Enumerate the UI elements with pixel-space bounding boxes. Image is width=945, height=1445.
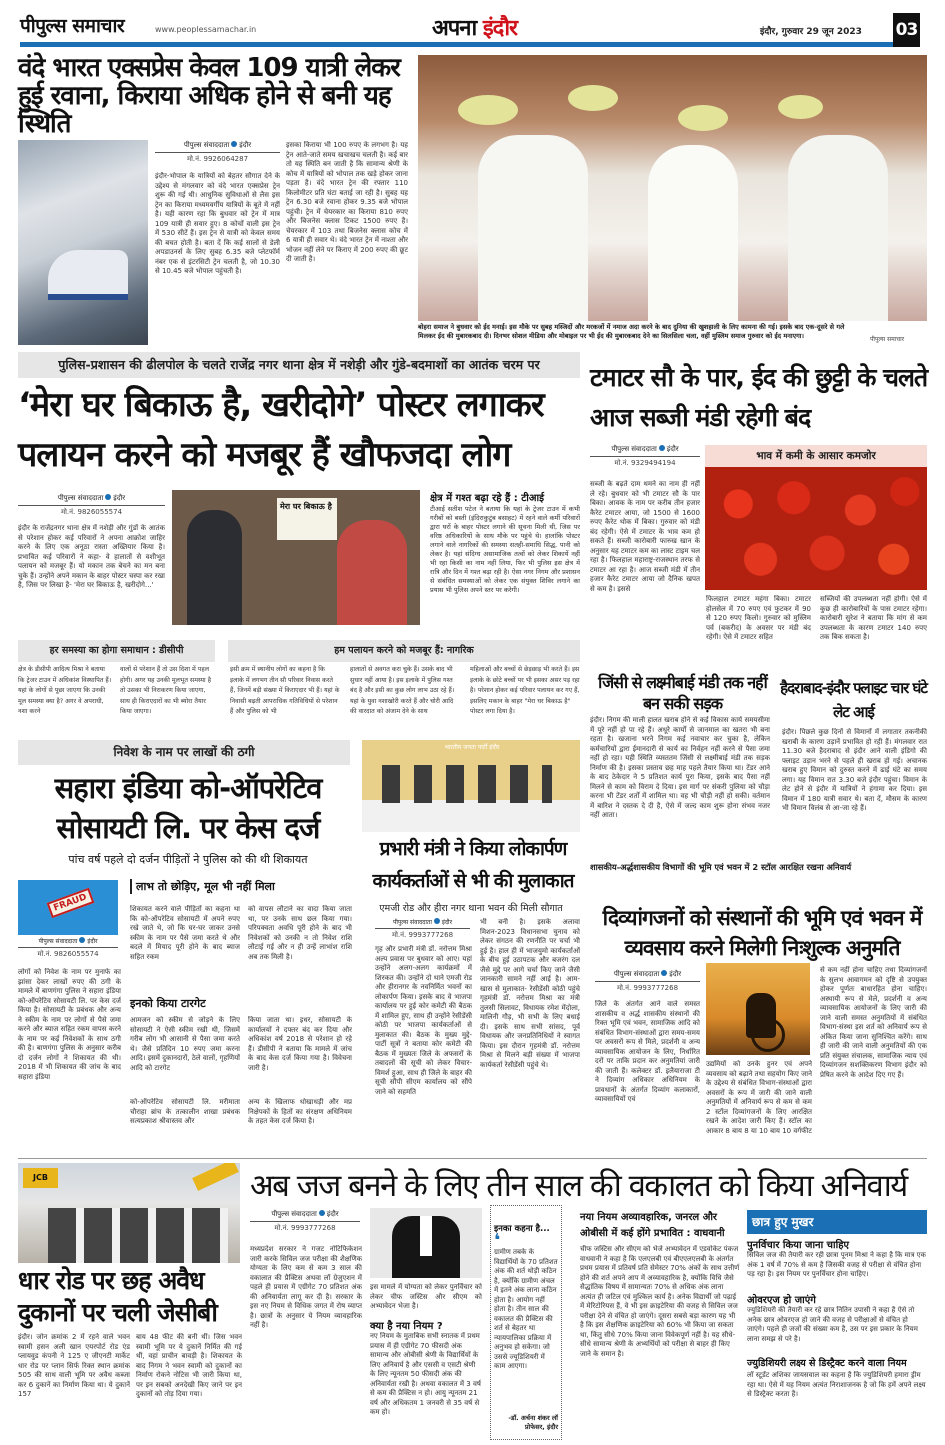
wadhwani-headline: नया नियम अव्यावहारिक, जनरल और ओबीसी में कई होंगे प्रभावित : वाधवानी bbox=[580, 1212, 725, 1239]
dhar-col1: इंदौर। जोन क्रमांक 2 में रहने वाले भवन स्वामी हसन अली खान एयरपोर्ट रोड एंड प्लायवुड कंपनी ने 125 ए जीएनटी मार्केट धार रोड पर प्लान सिर्फ रिक्त स्थान क्रमांक 505 की साथ वाली भूमि पर अवैध कब्जा कर 6 दुकानें का निर्माण किया था। ये दुकानें 157 bbox=[18, 1333, 130, 1398]
divyang-col1: जिले के अंतर्गत आने वाले समस्त शासकीय व अर्द्ध शासकीय संस्थानों की रिक्त भूमि एवं भवन, सामाजिक आदि को संबंधित विभाग-संस्थाओं द्वारा समय-समय पर अवसरों रूप से मिले, प्रदर्शनी व अन्य व्यावसायिक आयोजन के लिए, निर्धारित दरों पर ताकि प्रदान कर अनुमतियां जारी की जाती हैं। कलेक्टर डॉ. इलैयाराजा टी ने दिव्यांग अधिकार अधिनियम के प्रावधानों के अंतर्गत दिव्यांग कलाकारों, व्यावसायियों एवं bbox=[595, 1000, 700, 1103]
eid-photo-credit: पीपुल्स समाचार bbox=[870, 336, 905, 343]
train-body-col2: इसका किराया भी 100 रुपए के लगभग है। यह ट्रेन आते-जाते समय खचाखच चलती है। कई बार तो यह स्थिति बन जाती है कि सामान्य श्रेणी के कोच में यात्रियों को भोपाल तक खड़े होकर जाना पड़ता है। वंदे भारत ट्रेन की रफ्तार 110 किलोमीटर प्रति घंटा बताई जा रही है। सुबह यह ट्रेन 6.30 बजे रवाना होकर 9.35 बजे भोपाल पहुंची। ट्रेन में चेयरकार का किराया 810 रुपए और बिजनेस क्लास टिकट 1500 रुपए है। चेयरकार में 103 तथा बिजनेस क्लास कोच में 6 यात्री ही सवार थे। वंदे भारत ट्रेन में नाश्ता और भोजन नहीं लेने पर किराए में 200 रुपए की छूट दी जाती है। bbox=[286, 141, 408, 263]
byline bbox=[590, 445, 700, 457]
fraud-illustration bbox=[18, 880, 118, 935]
rajendra-kicker: पुलिस-प्रशासन की ढीलपोल के चलते राजेंद्र नगर थाना क्षेत्र में नशेड़ी और गुंडे-बदमाशों का आतंक चरम पर bbox=[18, 352, 580, 378]
quote-mark-icon: ❛ bbox=[494, 1230, 501, 1251]
tomato-col2: फिलहाल टमाटर महंगा बिका। टमाटर होलसेल में 70 रुपए एवं फुटकर में 90 से 120 रुपए किलो। गुरुवार को मुस्लिम पर्व (बकरीद) के अवसर पर मंडी बंद रहेगी। ऐसे में टमाटर सहित bbox=[706, 595, 811, 641]
byline bbox=[375, 918, 470, 929]
ti-body: टीआई सतीश पटेल ने बताया कि यहां के ट्रेजर टाउन में कभी गरीबों को बस्ती (इंदिराकुटुंब बसाहट) में रहने वाले कर्मी परिवारों द्वारा घरों के बाहर पोस्टर लगाने की सूचना मिली थी, जिस पर वरिष्ठ अधिकारियों के साथ मौके पर पहुंचे थे। हालांकि पोस्टर लगाने वाले नागरिकों की समस्या सतही-समाधि सिद्ध, पानी को लेकर है। यहां संदिग्ध असामाजिक तत्वों को लेकर शिकायें नहीं भी रहा किसी का नाम नहीं लिया, फिर भी पुलिस इस क्षेत्र में रात्रि और दिन में गश्त बढ़ा रही है। ऐसा नगर निगम और प्रशासन से संबंधित समस्याओं को लेकर एक संयुक्त शिविर लगाने का प्रयास भी पुलिस अपने स्तर पर करेगी। bbox=[430, 505, 580, 594]
rajendra-body: इंदौर के राजेंद्रनगर थाना क्षेत्र में नशेड़ी और गुंडों के आतंक से परेशान होकर कई परिवारों ने अपना आक्रोश जाहिर करने के लिए एक अनूठा रास्ता अख्तियार किया है। प्रभावित कई परिवारों ने कहा- वे हालातों से वशीभूत पलायन को मजबूर हैं। यो मकान तक बेचने का मन बना चुके हैं। उन्होंने अपने मकान के बाहर पोस्टर चस्पा कर रखा है, जिस पर लिखा है- 'मेरा घर बिकाऊ है, खरीदोगे...' bbox=[18, 524, 165, 589]
judge-headline: अब जज बनने के लिए तीन साल की वकालत को किया अनिवार्य bbox=[250, 1168, 907, 1204]
sahara-sub1-col1: शिकायत करने वाले पीड़ितों का कहना था कि को-ऑपरेटिव सोसायटी में अपने रुपए रखे जाते थे, जो कि घर-घर जाकर उनसे स्कीम के नाम पर पैसे जमा करते थे और बदले में मियाद पूरी होने के बाद ब्याज सहित रकम bbox=[130, 905, 240, 961]
student2-subhead: ओवरएज हो जाएंगे bbox=[747, 1295, 816, 1306]
section-title-part1: अपना bbox=[432, 16, 483, 41]
train-photo bbox=[18, 140, 148, 345]
dot-icon bbox=[434, 918, 440, 924]
sahara-headline: सहारा इंडिया को-ऑपरेटिव सोसायटी लि. पर केस दर्ज bbox=[54, 771, 322, 845]
section-title-part2: इंदौर bbox=[482, 16, 518, 41]
wheelchair-photo bbox=[706, 963, 810, 1055]
reporter: पीपुल्स संवाददाता bbox=[613, 970, 660, 978]
minister-byline bbox=[375, 918, 470, 940]
dcp-subhead: हर समस्या का होगा समाधान : डीसीपी bbox=[18, 640, 215, 662]
ti-subhead: क्षेत्र में गश्त बढ़ा रहे हैं : टीआई bbox=[430, 493, 545, 504]
reporter: पीपुल्स संवाददाता bbox=[611, 445, 657, 453]
judge-col1: मध्यप्रदेश सरकार ने गजट नोटिफिकेशन जारी करके सिविल जज परीक्षा की शैक्षणिक योग्यता के लिए कम से कम 3 साल की वकालात की प्रैक्टिस अथवा लॉ ग्रेजुएशन में पहले ही प्रयास में एग्रीगेट 70 प्रतिशत अंक की अनिवार्यता लागू कर दी है। सरकार के इस नए नियम से विधिक जगत में रोष व्याप्त है। छात्रों के अनुसार ये नियम व्यावहारिक नहीं है। bbox=[250, 1245, 362, 1329]
divyang-col2: उद्यमियों को उनके हुनर एवं अपने व्यवसाय को बढ़ाने तथा सहयोग किए जाने के उद्देश्य से संबंधित विभाग-संस्थाओं द्वारा अवसरों के रूप में जारी की जाने वाली अनुमतियों में अनिवार्य रूप से कम से कम 2 स्टॉल दिव्यांगजनों के लिए आरक्षित रखने के आदेश जारी किए हैं। स्टॉल का आकार 8 बाय 8 या 10 बाय 10 वर्गफीट bbox=[706, 1060, 812, 1135]
minister-col1: गृह और प्रभारी मंत्री डॉ. नरोत्तम मिश्रा अल्प प्रवास पर बुधवार को आए। यहां उन्होंने अलग-अलग कार्यक्रमों में शिरकत की। उन्होंने दो थाने एमजी रोड और हीरानगर के नवनिर्मित भवनों का लोकार्पण किया। इसके बाद वे भाजपा कार्यालय पर हुई कोर कमेटी की बैठक में शामिल हुए, साथ ही उन्होंने रेसीडेंसी कोठी पर भाजपा कार्यकर्ताओं से मुलाकात की। बैठक के मुख्य मुद्दे- पार्टी सूत्रों ने बताया कोर कमेटी की बैठक में मुख्यतः जिले के अफसरों के तबादलों की सूची को लेकर विचार-विमर्श हुआ, साथ ही जिले के बाहर की सूची सौंपी सीएम कार्यालय को सौंपे जाने को सहमति bbox=[375, 945, 472, 1096]
mobile-number: मो.नं. 9993777268 bbox=[616, 984, 679, 992]
dot-icon bbox=[319, 1210, 325, 1216]
tomato-body: सब्जी के बढ़ते दाम थमने का नाम ही नहीं ले रहे। बुधवार को भी टमाटर सौ के पार बिका। आवक के नाम पर करीब तीन हजार कैरेट टमाटर आया, जो 1500 से 1600 रुपए कैरेट थोक में बिका। गुरुवार को मंडी बंद रहेगी। ऐसे में टमाटर के भाव कम हो सकते हैं। सब्जी कारोबारी फारुख खान के अनुसार यह टमाटर कम का लास्ट टाइम चल रहा है। फिलहाल महाराष्ट्र-राजस्थान तरफ से टमाटर आ रहा है। आज सब्जी मंडी में तीन हजार कैरेट टमाटर आया जो दैनिक खपत से कम है। इससे bbox=[590, 480, 700, 593]
flight-body: इंदौर। पिछले कुछ दिनों से विमानों में लगातार तकनीकी खराबी के कारण उड़ानें प्रभावित हो रही हैं। मंगलवार रात 11.30 बजे हैदराबाद से इंदौर आने वाली इंडिगो की फ्लाइट उड़ान भरने से पहले ही खराब हो गई। अचानक खराब हुए विमान को दुरुस्त करने में ढाई घंटे का समय लगा। यह विमान रात 3.30 बजे इंदौर पहुंचा। विमान के लेट होने से इंदौर में यात्रियों ने हंगामा कर दिया। इस विमान में 180 यात्री सवार थे। बता दें, मौसम के कारण भी विमान विलंब से आ-जा रहे हैं। bbox=[782, 728, 927, 812]
dcp-col1: क्षेत्र के डीसीपी आदित्य मिश्रा ने बताया कि ट्रेजर टाउन में अधिकांश विस्थापित हैं। यहां के लोगों से पूछा जाएगा कि उनकी मूल समस्या क्या है? अगर वे अपराधी, नशा करने bbox=[18, 666, 112, 715]
sahara-byline bbox=[18, 937, 118, 959]
tomato-headline: टमाटर सौ के पार, ईद की छुट्टी के चलते आज सब्जी मंडी रहेगी बंद bbox=[590, 363, 928, 432]
masthead bbox=[0, 0, 945, 50]
mobile-number: मो.नं. 9926064287 bbox=[186, 155, 249, 163]
dot-icon bbox=[231, 141, 237, 147]
reporter: पीपुल्स संवाददाता bbox=[392, 919, 432, 926]
citizens-col2: हालातों से अवगत करा चुके हैं। उसके बाद भी सुधार नहीं आया है। इस इलाके में पुलिस गश्त बंद है और इसी का कुछ लोग लाभ उठा रहे हैं। यहां के युवा नशाखोरी करते हैं और चोरी आदि की वारदात को अंजाम देने के साथ bbox=[350, 666, 455, 715]
wadhwani-body: चीफ जस्टिस और सीएम को भेजे अभ्यावेदन में एडवोकेट पंकज वाधवानी ने कहा है कि एलएलबी एवं बीएएलएलबी के अंतर्गत प्रथम प्रयास में प्रतिवर्ष प्रति सेमेस्टर 70% अंकों के साथ उत्तीर्ण होने की शर्त अपने आप में अव्यावहारिक है, क्योंकि विधि जैसे सैद्धांतिक विषय में सामान्यतः 70% से अधिक अंक लाना अत्यंत ही जटिल एवं मुश्किल कार्य है। अनेक विद्यार्थी जो पढ़ाई में मेरिटोरियस हैं, वे भी इस क्राइटेरिया की वजह से सिविल जज परीक्षा देने से वंचित हो जाएंगे। दूसरा सबसे बड़ा कारण यह भी है कि इस शैक्षणिक क्राइटेरिया को 60% भी किया जा सकता था, किंतु सीधे 70% किया जाना विवेकपूर्ण नहीं है। यह सीधे-सीधे सामान्य श्रेणी के अभ्यर्थियों को परीक्षा से बाहर ही किए जाने के समान है। bbox=[580, 1245, 740, 1358]
lawyer-gown-photo bbox=[370, 1208, 482, 1278]
byline bbox=[155, 141, 280, 153]
mobile-number: मो.नं. 9826055574 bbox=[37, 950, 99, 958]
quote-author: -डॉ. अर्चना शंकर लॉ प्रोफेसर, इंदौर bbox=[508, 1414, 558, 1431]
reporter: पीपुल्स संवाददाता bbox=[183, 141, 230, 149]
jcb-demolition-photo bbox=[18, 1163, 240, 1263]
citizens-col1: इसी क्रम में स्थानीय लोगों का कहना है कि इलाके में लगभग तीन सौ परिवार निवास करते हैं, जिनमें बड़ी संख्या में किराएदार भी हैं। यहां के निवासी बढ़ती आपराधिक गतिविधियों से परेशान हैं और पुलिस को भी bbox=[230, 666, 340, 715]
jcb-arm: JCB bbox=[23, 1168, 58, 1188]
dot-icon bbox=[105, 494, 111, 500]
sahara-col4: अन्य के खिलाफ धोखाधड़ी और मप्र निक्षेपकों के हितों का संरक्षण अधिनियम के तहत केस दर्ज किया है। bbox=[248, 1098, 352, 1125]
mobile-number: मो.नं. 9826055574 bbox=[60, 508, 123, 516]
student2-body: ज्युडिशियरी की तैयारी कर रहे छात्र नितिन उपासी ने कहा है ऐसे तो अनेक छात्र ओवरएज हो जाने की वजह से परीक्षाओं से वंचित हो जाएंगे। पहले ही जजों की संख्या कम है, उस पर इस प्रकार के नियम लाना समझ से परे है। bbox=[747, 1306, 918, 1343]
flight-headline: हैदराबाद-इंदौर फ्लाइट चार घंटे लेट आई bbox=[780, 679, 927, 721]
minister-col2: भी बनी है। इसके अलावा मिशन-2023 विधानसभा चुनाव को लेकर संगठन की रणनीति पर चर्चा भी हुई है। हाल ही में भाजयुमो कार्यकर्ताओं के बीच हुई उठापटक और बजरंग दल जैसे मुद्दे पर आगे चर्चा किए जाने जैसी जानकारी सामने नहीं आई है। आम-खास से मुलाकात- रेसीडेंसी कोठी पहुंचे गृहमंत्री डॉ. नरोत्तम मिश्रा का मंत्री तुलसी सिलावट, विधायक रमेश मेंदोला, मालिनी गौड़, भी सभी के लिए बधाई दी। इसके साथ सभी सांसद, पूर्व विधायक और जनप्रतिनिधियों ने स्वागत किया। इस दौरान गृहमंत्री डॉ. नरोत्तम मिश्रा से मिलने बड़ी संख्या में भाजपा कार्यकर्ता रेसीडेंसी पहुंचे थे। bbox=[480, 918, 580, 1069]
train-byline bbox=[155, 141, 280, 164]
section-divider bbox=[18, 1158, 927, 1159]
new-rule-body: नए नियम के मुताबिक सभी स्नातक में प्रथम प्रयास में ही एग्रीगेट 70 फीसदी अंक सामान्य और ओबीसी श्रेणी के विद्यार्थियों के लिए अनिवार्य है और एससी व एसटी श्रेणी के लिए न्यूनतम 50 फीसदी अंक की अनिवार्यता रखी है। अथवा वकालत में 3 वर्ष से कम की प्रैक्टिस न हो। आयु न्यूनतम 21 वर्ष और अधिकतम 1 जनवरी से 35 वर्ष से कम हो। bbox=[370, 1332, 481, 1416]
reporter: पीपुल्स संवाददाता bbox=[271, 1210, 317, 1218]
quote-text: ग्रामीण तबके के विद्यार्थियों के 70 प्रतिशत अंक की शर्त थोड़ी कठिन है, क्योंकि ग्रामीण अंचल में इतने अंक लाना कठिन होता है। आयोग नहीं होता है। तीन साल की वकालत की प्रैक्टिस की शर्त से बेहतर था न्यायपालिका प्रक्रिया में अनुभव हो सकेगा। जो उससे ज्यूडिशियरी में काम आएगा। bbox=[494, 1248, 558, 1370]
header-rule bbox=[20, 42, 893, 47]
tomato-photo bbox=[705, 467, 927, 590]
judge-byline bbox=[250, 1210, 360, 1233]
jinsi-body: इंदौर। निगम की माली हालत खराब होने से कई विकास कार्य समयसीमा में पूरे नहीं हो पा रहे हैं। अधूरे कार्यों से जानमाल का खतरा भी बना रहता है। खजाना भरने निगम कई नवाचार कर चुका है, लेकिन कर्मचारियों द्वारा ईमानदारी से कार्य का निर्वहन नहीं करने से पैसा जमा नहीं हो रहा। यही स्थिति व्यस्ततम जिंसी से लक्ष्मीबाई मंडी तक सड़क निर्माण की है। इसका प्रस्ताव छह माह पहले तैयार किया था। टेंडर आने के बाद ठेकेदार ने 5 प्रतिशत कार्य पूरा किया, इसके बाद पैसा नहीं मिलने से काम को विराम दे दिया। इस मार्ग पर संकरी पुलिया को चौड़ा करना भी टेंडर शर्तों में शामिल था। वह भी चौड़ी नहीं हो सकी। वर्तमान में बारिश ने दस्तक दे दी है, ऐसे में जल्द काम शुरू होना संभव नजर नहीं आता। bbox=[590, 716, 770, 819]
sahara-col3: को-ऑपरेटिव सोसायटी लि. मरीमाता चौराहा ब्रांच के तत्कालीन शाखा प्रबंधक सत्यप्रकाश श्रीवास्तव और bbox=[130, 1098, 240, 1125]
page-number: 03 bbox=[893, 13, 920, 47]
sahara-body: लोगों को निवेश के नाम पर मुनाफे का झांसा देकर लाखों रुपए की ठगी के मामले में बाणगंगा पुलिस ने सहारा इंडिया को-ऑपरेटिव सोसायटी लि. पर केस दर्ज किया है। सोसायटी के प्रबंधक और अन्य ने स्कीम के नाम पर लोगों से पैसे जमा करने और ब्याज सहित रकम वापस करने के नाम पर कई निवेशकों के साथ ठगी की है। बाणगंगा पुलिस के अनुसार करीब दो दर्जन लोगों ने शिकायत की थी। 2018 में भी शिकायत की जांच के बाद सहारा इंडिया bbox=[18, 968, 121, 1081]
fraud-stamp: FRAUD bbox=[47, 888, 94, 918]
byline bbox=[250, 1210, 360, 1222]
city: इंदौर bbox=[666, 445, 679, 453]
rajendra-headline: ‘मेरा घर बिकाऊ है, खरीदोगे’ पोस्टर लगाकर पलायन करने को मजबूर हैं खौफजदा लोग bbox=[18, 385, 544, 475]
quote-box bbox=[490, 1205, 562, 1440]
section-title bbox=[432, 16, 517, 42]
dhar-headline: धार रोड पर छह अवैध दुकानों पर चली जेसीबी bbox=[18, 1266, 217, 1327]
divyang-kicker: शासकीय-अर्द्धशासकीय विभागों की भूमि एवं भवन में 2 स्टॉल आरक्षित रखना अनिवार्य bbox=[590, 862, 852, 872]
byline bbox=[595, 970, 700, 982]
dhar-col2: बाय 48 फीट की बनी थीं। जिस भवन स्वामी भूमि पर ये दुकानें निर्मित की गई थीं, वहां प्राचीन बावड़ी है। शिकायत के बाद निगम ने भवन स्वामी को दुकानों का निर्माण रोकने नोटिस भी जारी किया था, पर इन सबको अनदेखी किए जाने पर इन दुकानों को तोड़ दिया गया। bbox=[136, 1333, 242, 1398]
student3-body: लॉ स्टूडेंट अशिका जायसवाल का कहना है कि ज्युडिशियरी हमारा ड्रीम रहा था। ऐसे में यह नियम अत्यंत निराशाजनक है जो कि हमें अपने लक्ष्य से डिस्ट्रैक्ट करता है। bbox=[747, 1371, 926, 1398]
city: इंदौर bbox=[113, 494, 126, 502]
sahara-sub2-col1: आमजन को स्कीम से जोड़ने के लिए सोसायटी ने ऐसी स्कीम रखी थी, जिसमें गरीब लोग भी आसानी से पैसा जमा करते थे। जैसे प्रतिदिन 10 रुपए जमा करना आदि। इसमें दुकानदारों, ठेले वालों, गृहणियों आदि को टारगेट bbox=[130, 1016, 240, 1072]
sahara-sub1-col2: को वापस लौटाने का वादा किया जाता था, पर उनके साथ छल किया गया। परिपक्वता अवधि पूरी होने के बाद भी निवेशकों को उनकी न तो निवेश राशि लौटाई गई और न ही उन्हें लाभांश राशि अब तक मिली है। bbox=[248, 905, 352, 961]
reporter: पीपुल्स संवाददाता bbox=[38, 938, 78, 945]
website-link[interactable]: www.peoplessamachar.in bbox=[155, 25, 257, 34]
house-for-sale-poster: मेरा घर बिकाऊ है bbox=[277, 498, 337, 540]
sahara-kicker: निवेश के नाम पर लाखों की ठगी bbox=[18, 740, 350, 765]
student1-subhead: पुनर्विचार किया जाना चाहिए bbox=[747, 1240, 850, 1251]
dot-icon bbox=[659, 445, 665, 451]
city: इंदौर bbox=[239, 141, 252, 149]
students-banner: छात्र हुए मुखर bbox=[747, 1210, 927, 1234]
city: इंदौर bbox=[87, 938, 98, 945]
dcp-col2: वालों से परेशान हैं तो उस दिशा में पहल होगी। अगर यह उनकी मूलभूत समस्या है तो उसका भी निराकरण किया जाएगा, साथ ही किराएदारों का भी ब्योरा तैयार किया जाएगा। bbox=[120, 666, 212, 715]
dot-icon bbox=[79, 937, 85, 943]
newspaper-logo[interactable]: पीपुल्स समाचार bbox=[20, 15, 125, 37]
reporter: पीपुल्स संवाददाता bbox=[57, 494, 104, 502]
new-rule-subhead: क्या है नया नियम ? bbox=[370, 1321, 443, 1332]
student1-body: सिविल जज की तैयारी कर रही छात्रा पूनम मिश्रा ने कहा है कि मात्र एक अंक 1 वर्ष में 70% से कम है जिसकी वजह से परीक्षा से वंचित होना पड़ रहा है। इस नियम पर पुनर्विचार होना चाहिए। bbox=[747, 1251, 926, 1278]
residents-photo bbox=[172, 490, 420, 625]
byline bbox=[18, 494, 165, 506]
meeting-photo bbox=[362, 740, 580, 832]
train-body-col1: इंदौर-भोपाल के यात्रियों को बेहतर सौगात देने के उद्देश्य से मंगलवार को वंदे भारत एक्सप्रेस ट्रेन शुरू की गई थी। आधुनिक सुविधाओं से लैस इस ट्रेन का किराया मध्यमवर्गीय यात्रियों के बूते में नहीं है। यही कारण रहा कि बुधवार को ट्रेन में मात्र 109 यात्री ही सवार हुए। 8 कोचों वाली इस ट्रेन में 530 सीटें हैं। इस ट्रेन से यात्री को केवल समय की बचत होती है। बता दें कि कई सालों से डेली अपडाउनर्स के लिए सुबह 6.35 बजे प्लेटफॉर्म नंबर एक से इंटरसिटी ट्रेन चलती है, जो 10.30 से 10.45 बजे भोपाल पहुंचती है। bbox=[155, 172, 280, 275]
minister-headline: प्रभारी मंत्री ने किया लोकार्पण कार्यकर्ताओं से भी की मुलाकात bbox=[372, 838, 574, 892]
train-headline: वंदे भारत एक्सप्रेस केवल 109 यात्री लेकर हुई रवाना, किराया अधिक होने से बनी यह स्थिति bbox=[18, 53, 400, 139]
city: इंदौर bbox=[441, 919, 453, 926]
mobile-number: मो.नं. 9329494194 bbox=[614, 459, 676, 467]
byline bbox=[18, 937, 118, 948]
dot-icon bbox=[661, 970, 667, 976]
judge-col2: इस मामले में योग्यता को लेकर पुनर्विचार को लेकर चीफ जस्टिस और सीएम को अभ्यावेदन भेजा है। bbox=[370, 1283, 482, 1310]
tomato-col3: सब्जियों की उपलब्धता नहीं होगी। ऐसे में कुछ ही कारोबारियों के पास टमाटर रहेगा। कारोबारी सुरेश ने बताया कि मांग से कम उपलब्धता के कारण टमाटर 140 रुपए तक बिक सकता है। bbox=[820, 595, 927, 641]
mobile-number: मो.नं. 9993777268 bbox=[274, 1224, 336, 1232]
sahara-sub2-col2: किया जाता था। इधर, सोसायटी के कार्यालयों ने दफ्तर बंद कर दिया और अधिकांश वर्ष 2018 से परेशान हो रहे हैं। डीसीपी ने बताया कि मामले में जांच के बाद केस दर्ज किया गया है। विवेचना जारी है। bbox=[248, 1016, 352, 1072]
city: इंदौर bbox=[326, 1210, 339, 1218]
citizens-col3: महिलाओं और बच्चों से छेड़छाड़ भी करते हैं। इस इलाके के छोटे बच्चों पर भी इसका असर पड़ रहा है। परेशान होकर कई परिवार पलायन कर गए हैं, इसलिए मकान के बाहर "मेरा घर बिकाऊ है" पोस्टर लगा दिया है। bbox=[470, 666, 580, 715]
sahara-subhead-2: इनको किया टारगेट bbox=[130, 997, 206, 1010]
student3-subhead: ज्युडिशियरी लक्ष्य से डिस्ट्रैक्ट करने वाला नियम bbox=[747, 1358, 907, 1369]
city: इंदौर bbox=[669, 970, 682, 978]
rajendra-byline bbox=[18, 494, 165, 517]
eid-photo bbox=[418, 55, 927, 321]
divyang-col3: से कम नहीं होना चाहिए तथा दिव्यांगजनों के सुलभ आवागमन को दृष्टि से उपयुक्त होकर पूर्णतः बाधारहित होना चाहिए। अस्थायी रूप से मेले, प्रदर्शनी व अन्य व्यावसायिक आयोजनों के लिए जारी की जाने वाली समस्त अनुमतियों में संबंधित विभाग-संस्था इस शर्त को अनिवार्य रूप से अंकित किया जाना सुनिश्चित करेंगे। साथ ही जारी की जाने वाली अनुमतियों की एक प्रति संयुक्त संचालक, सामाजिक न्याय एवं दिव्यांगजन सशक्तिकरण विभाग इंदौर को प्रेषित करने के आदेश दिए गए हैं। bbox=[820, 966, 927, 1079]
dateline: इंदौर, गुरुवार 29 जून 2023 bbox=[760, 27, 862, 37]
divyang-headline: दिव्यांगजनों को संस्थानों की भूमि एवं भवन में व्यवसाय करने मिलेगी निःशुल्क अनुमति bbox=[602, 906, 922, 960]
tomato-photo-caption: भाव में कमी के आसार कमजोर bbox=[705, 445, 927, 467]
eid-caption: बोहरा समाज ने बुधवार को ईद मनाई। इस मौके पर सुबह मस्जिदों और मरकजों में नमाज अदा करने के बाद दुनिया की खुशहाली के लिए कामना की गई। इसके बाद एक-दूसरे से गले मिलकर ईद की मुबारकबाद दी। दिनभर सोशल मीडिया और मोबाइल पर भी ईद की मुबारकबाद देने का सिलसिला चला, वहीं मुस्लिम समाज गुरुवार को ईद मनाएगा। bbox=[418, 323, 845, 340]
mobile-number: मो.नं. 9993777268 bbox=[391, 931, 454, 939]
tomato-byline bbox=[590, 445, 700, 468]
jinsi-headline: जिंसी से लक्ष्मीबाई मंडी तक नहीं बन सकी सड़क bbox=[598, 673, 767, 713]
sahara-subline: पांच वर्ष पहले दो दर्जन पीड़ितों ने पुलिस को की थी शिकायत bbox=[68, 853, 308, 866]
minister-subline: एमजी रोड और हीरा नगर थाना भवन की मिली सौगात bbox=[379, 903, 563, 914]
divyang-byline bbox=[595, 970, 700, 993]
quote-heading: इनका कहना है... bbox=[494, 1224, 550, 1234]
sahara-subhead-1: लाभ तो छोड़िए, मूल भी नहीं मिला bbox=[130, 879, 350, 894]
bjp-banner: भारतीय जनता पार्टी इंदौर bbox=[444, 744, 500, 751]
citizens-subhead: हम पलायन करने को मजबूर हैं: नागरिक bbox=[228, 640, 580, 662]
